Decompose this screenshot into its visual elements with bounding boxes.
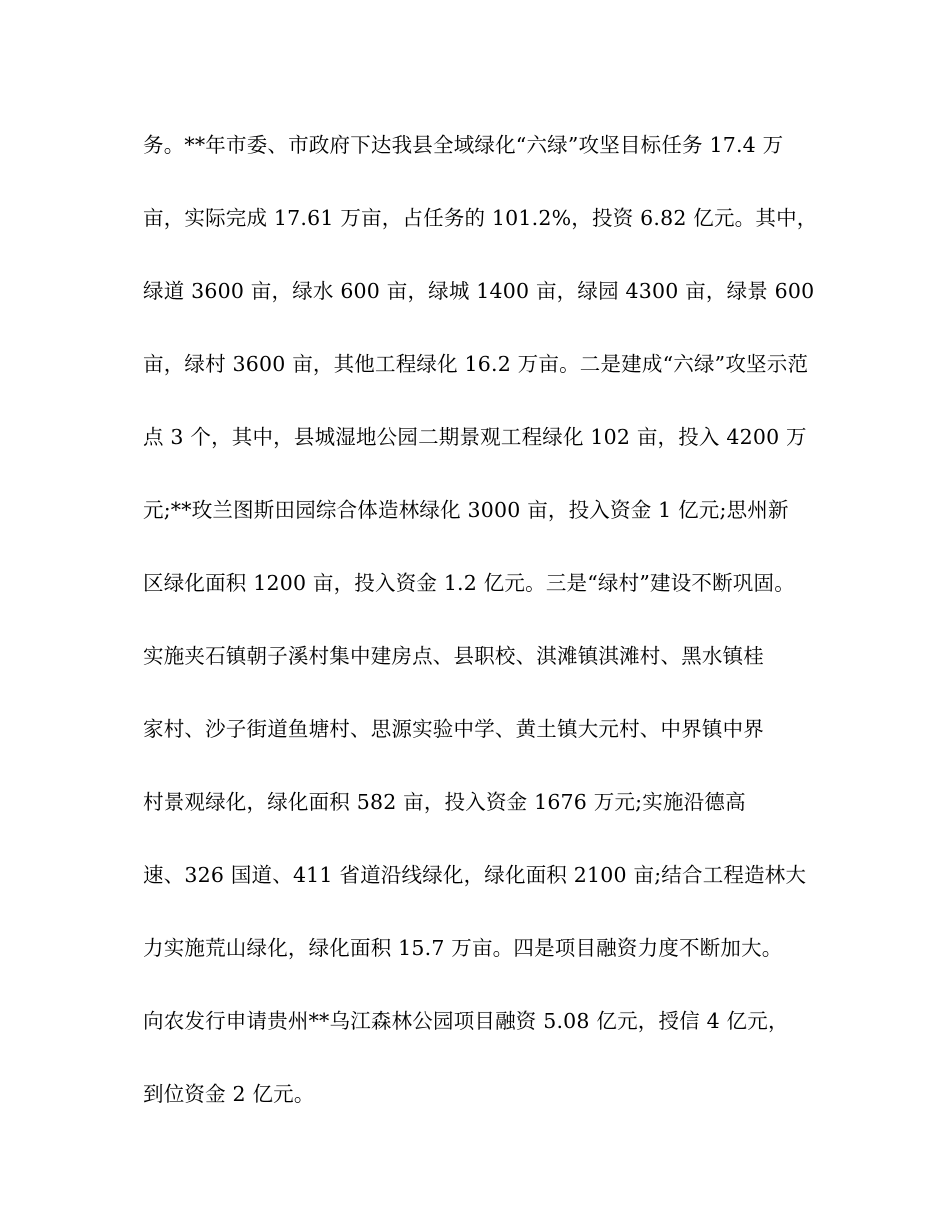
paragraph-line-9: 家村、沙子街道鱼塘村、思源实验中学、黄土镇大元村、中界镇中界 — [143, 717, 764, 741]
paragraph-line-3: 绿道 3600 亩，绿水 600 亩，绿城 1400 亩，绿园 4300 亩，绿景 600 — [143, 279, 815, 303]
paragraph-line-14: 到位资金 2 亿元。 — [143, 1082, 315, 1106]
paragraph-line-4: 亩，绿村 3600 亩，其他工程绿化 16.2 万亩。二是建成“六绿”攻坚示范 — [143, 352, 809, 376]
paragraph-line-7: 区绿化面积 1200 亩，投入资金 1.2 亿元。三是“绿村”建设不断巩固。 — [143, 571, 795, 595]
paragraph-line-12: 力实施荒山绿化，绿化面积 15.7 万亩。四是项目融资力度不断加大。 — [143, 936, 783, 960]
body-paragraph — [143, 122, 843, 1144]
paragraph-line-11: 速、326 国道、411 省道沿线绿化，绿化面积 2100 亩;结合工程造林大 — [143, 863, 807, 887]
paragraph-line-10: 村景观绿化，绿化面积 582 亩，投入资金 1676 万元;实施沿德高 — [143, 790, 746, 814]
paragraph-line-6: 元;**玫兰图斯田园综合体造林绿化 3000 亩，投入资金 1 亿元;思州新 — [143, 498, 789, 522]
paragraph-line-13: 向农发行申请贵州**乌江森林公园项目融资 5.08 亿元，授信 4 亿元， — [143, 1009, 789, 1033]
paragraph-line-1: 务。**年市委、市政府下达我县全域绿化“六绿”攻坚目标任务 17.4 万 — [143, 133, 784, 157]
paragraph-line-2: 亩，实际完成 17.61 万亩，占任务的 101.2%，投资 6.82 亿元。其中， — [143, 206, 818, 230]
paragraph-line-5: 点 3 个，其中，县城湿地公园二期景观工程绿化 102 亩，投入 4200 万 — [143, 425, 807, 449]
paragraph-line-8: 实施夹石镇朝子溪村集中建房点、县职校、淇滩镇淇滩村、黑水镇桂 — [143, 644, 764, 668]
